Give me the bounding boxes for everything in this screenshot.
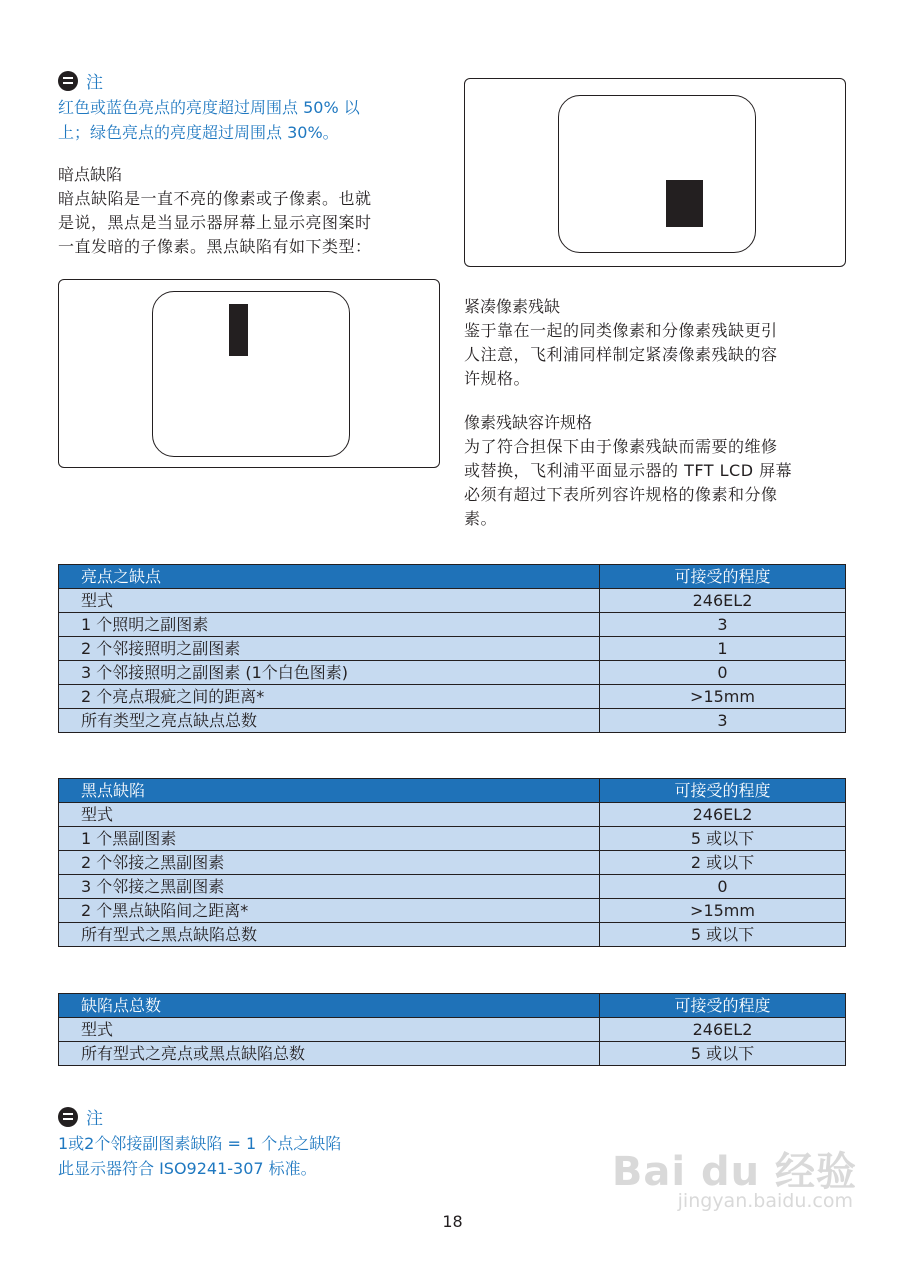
table-row bbox=[59, 613, 846, 637]
table-header-cell: 可接受的程度 bbox=[600, 994, 846, 1018]
tolerance-section bbox=[464, 411, 846, 531]
note-icon bbox=[58, 1107, 78, 1127]
table-cell: 所有型式之黑点缺陷总数 bbox=[59, 923, 600, 947]
table-cell: 所有类型之亮点缺点总数 bbox=[59, 709, 600, 733]
table-row bbox=[59, 661, 846, 685]
paragraph-line: 鉴于靠在一起的同类像素和分像素残缺更引 bbox=[464, 321, 778, 340]
note-icon bbox=[58, 71, 78, 91]
table-cell: 型式 bbox=[59, 589, 600, 613]
table-header-cell: 缺陷点总数 bbox=[59, 994, 600, 1018]
table-cell: 3 bbox=[600, 613, 846, 637]
note-block-top bbox=[58, 68, 443, 145]
note-label: 注 bbox=[86, 73, 103, 93]
proximity-figure bbox=[464, 78, 846, 267]
paragraph-line: 许规格。 bbox=[464, 369, 531, 388]
section-paragraph bbox=[464, 319, 846, 391]
section-paragraph bbox=[58, 187, 443, 259]
note-heading bbox=[58, 68, 443, 93]
dark-subpixel bbox=[229, 304, 248, 356]
paragraph-line: 是说，黑点是当显示器屏幕上显示亮图案时 bbox=[58, 213, 372, 232]
table-cell: 246EL2 bbox=[600, 1018, 846, 1042]
table-cell: 246EL2 bbox=[600, 589, 846, 613]
table-row bbox=[59, 827, 846, 851]
table-header-row bbox=[59, 565, 846, 589]
dark-dot-section bbox=[58, 163, 443, 259]
table-cell: 246EL2 bbox=[600, 803, 846, 827]
table-cell: 2 个邻接照明之副图素 bbox=[59, 637, 600, 661]
note-line: 上；绿色亮点的亮度超过周围点 30%。 bbox=[58, 123, 339, 142]
section-heading: 像素残缺容许规格 bbox=[464, 413, 593, 432]
baidu-watermark-url: jingyan.baidu.com bbox=[677, 1190, 853, 1212]
note-line: 此显示器符合 ISO9241-307 标准。 bbox=[58, 1159, 317, 1178]
table-cell: 5 或以下 bbox=[600, 923, 846, 947]
paragraph-line: 一直发暗的子像素。黑点缺陷有如下类型： bbox=[58, 237, 372, 256]
table-row bbox=[59, 637, 846, 661]
note-block-bottom bbox=[58, 1104, 478, 1181]
table-cell: 3 个邻接之黑副图素 bbox=[59, 875, 600, 899]
table-header-cell: 亮点之缺点 bbox=[59, 565, 600, 589]
table-row bbox=[59, 589, 846, 613]
section-heading: 暗点缺陷 bbox=[58, 165, 123, 184]
table-row bbox=[59, 899, 846, 923]
table-cell: 1 个照明之副图素 bbox=[59, 613, 600, 637]
note-heading bbox=[58, 1104, 478, 1129]
paragraph-line: 必须有超过下表所列容许规格的像素和分像 bbox=[464, 485, 778, 504]
table-row bbox=[59, 803, 846, 827]
note-text bbox=[58, 1131, 478, 1181]
section-paragraph bbox=[464, 435, 846, 531]
dark-pixel bbox=[666, 180, 703, 227]
page-number: 18 bbox=[442, 1212, 463, 1231]
table-cell: 型式 bbox=[59, 1018, 600, 1042]
total-defects-table bbox=[58, 993, 846, 1066]
table-row bbox=[59, 709, 846, 733]
table-header-row bbox=[59, 779, 846, 803]
table-cell: >15mm bbox=[600, 685, 846, 709]
table-header-row bbox=[59, 994, 846, 1018]
paragraph-line: 暗点缺陷是一直不亮的像素或子像素。也就 bbox=[58, 189, 372, 208]
table-cell: 3 bbox=[600, 709, 846, 733]
table-row bbox=[59, 923, 846, 947]
table-cell: 所有型式之亮点或黑点缺陷总数 bbox=[59, 1042, 600, 1066]
table-row bbox=[59, 851, 846, 875]
dark-dot-figure bbox=[58, 279, 440, 468]
table-cell: 型式 bbox=[59, 803, 600, 827]
table-row bbox=[59, 875, 846, 899]
table-cell: 5 或以下 bbox=[600, 1042, 846, 1066]
bright-dot-table bbox=[58, 564, 846, 733]
table-row bbox=[59, 1018, 846, 1042]
black-dot-table bbox=[58, 778, 846, 947]
note-text bbox=[58, 95, 443, 145]
section-heading: 紧凑像素残缺 bbox=[464, 297, 561, 316]
baidu-watermark-logo: Bai du 经验 bbox=[611, 1149, 857, 1195]
note-line: 1或2个邻接副图素缺陷 = 1 个点之缺陷 bbox=[58, 1134, 342, 1153]
paragraph-line: 素。 bbox=[464, 509, 498, 528]
table-header-cell: 可接受的程度 bbox=[600, 565, 846, 589]
paragraph-line: 或替换，飞利浦平面显示器的 TFT LCD 屏幕 bbox=[464, 461, 793, 480]
screen-illustration bbox=[152, 291, 350, 457]
table-cell: 0 bbox=[600, 875, 846, 899]
table-cell: 1 个黑副图素 bbox=[59, 827, 600, 851]
note-line: 红色或蓝色亮点的亮度超过周围点 50% 以 bbox=[58, 98, 360, 117]
table-cell: 2 个邻接之黑副图素 bbox=[59, 851, 600, 875]
table-cell: 5 或以下 bbox=[600, 827, 846, 851]
table-cell: 2 个亮点瑕疵之间的距离* bbox=[59, 685, 600, 709]
table-cell: 2 或以下 bbox=[600, 851, 846, 875]
paragraph-line: 为了符合担保下由于像素残缺而需要的维修 bbox=[464, 437, 778, 456]
screen-illustration bbox=[558, 95, 756, 253]
table-row bbox=[59, 1042, 846, 1066]
table-cell: 3 个邻接照明之副图素 (1个白色图素) bbox=[59, 661, 600, 685]
table-cell: 1 bbox=[600, 637, 846, 661]
table-row bbox=[59, 685, 846, 709]
note-label: 注 bbox=[86, 1109, 103, 1129]
paragraph-line: 人注意，飞利浦同样制定紧凑像素残缺的容 bbox=[464, 345, 778, 364]
proximity-section bbox=[464, 295, 846, 391]
table-cell: 2 个黑点缺陷间之距离* bbox=[59, 899, 600, 923]
table-header-cell: 黑点缺陷 bbox=[59, 779, 600, 803]
table-cell: 0 bbox=[600, 661, 846, 685]
table-cell: >15mm bbox=[600, 899, 846, 923]
table-header-cell: 可接受的程度 bbox=[600, 779, 846, 803]
